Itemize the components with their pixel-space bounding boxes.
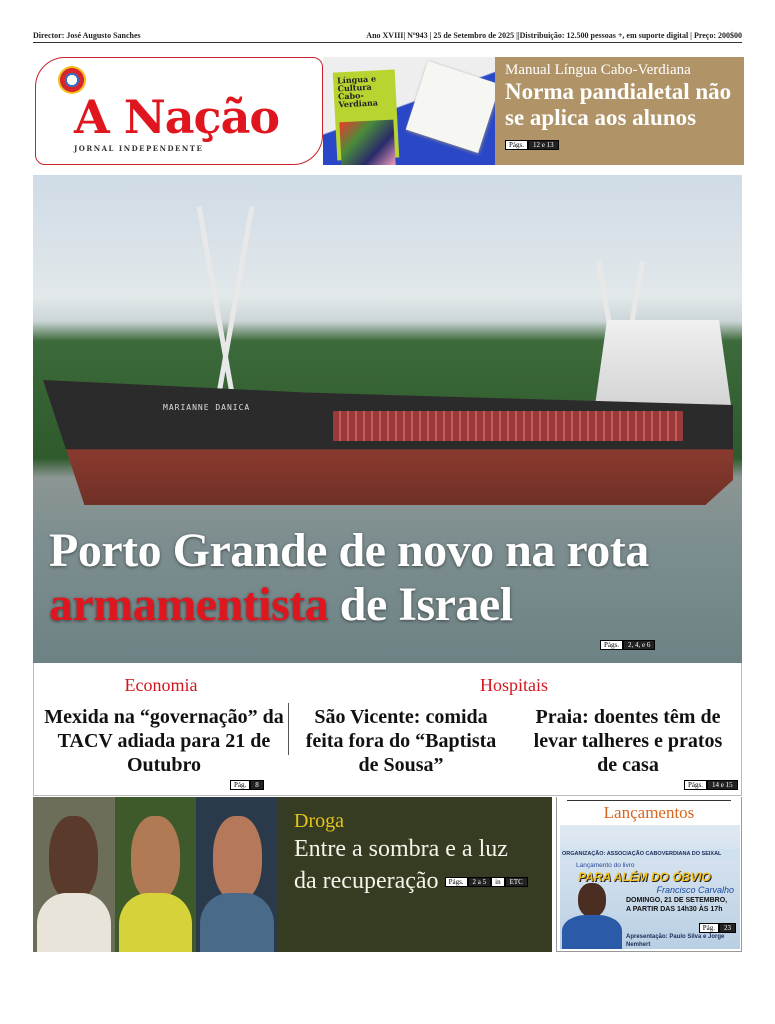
edition-info: Ano XVIII| Nº943 | 25 de Setembro de 2025 ||Distribuição: 12.500 pessoas +, em suporte digital | Preço: 200$00 bbox=[366, 31, 742, 40]
headline-economia[interactable]: Mexida na “governação” da TACV adiada para 21 de Outubro bbox=[44, 706, 284, 776]
section-economia: Economia bbox=[124, 675, 198, 695]
poster-org: ORGANIZAÇÃO: ASSOCIAÇÃO CABOVERDIANA DO SEIXAL bbox=[560, 849, 740, 859]
ship-mast bbox=[197, 206, 235, 394]
lancamentos-box[interactable] bbox=[556, 797, 742, 952]
teaser-kicker: Manual Língua Cabo-Verdiana bbox=[505, 62, 691, 78]
teaser-headline: Norma pandialetal não se aplica aos alunos bbox=[505, 79, 732, 130]
page-ref: Págs. 2, 4, e 6 bbox=[600, 641, 655, 650]
droga-photos bbox=[33, 797, 278, 952]
event-poster bbox=[560, 825, 740, 949]
headline-sao-vicente[interactable]: São Vicente: comida feita fora do “Baptista de Sousa” bbox=[305, 706, 497, 776]
news-row bbox=[33, 663, 742, 796]
ship-deck bbox=[333, 411, 683, 441]
poster-author: Francisco Carvalho bbox=[656, 885, 734, 895]
book-cover-title: Língua e Cultura Cabo-Verdiana bbox=[336, 73, 379, 110]
lancamentos-title: Lançamentos bbox=[567, 800, 731, 823]
newspaper-subtitle: JORNAL INDEPENDENTE bbox=[74, 144, 204, 153]
section-hospitais: Hospitais bbox=[479, 675, 548, 695]
page-ref: Págs. 14 e 15 bbox=[684, 781, 738, 790]
poster-book-title: PARA ALÉM DO ÓBVIO bbox=[578, 870, 711, 884]
page-ref: Págs. 12 e 13 bbox=[505, 141, 559, 150]
open-book bbox=[406, 61, 495, 153]
lead-headline-line2[interactable]: armamentista de Israel bbox=[49, 578, 513, 631]
divider bbox=[288, 703, 289, 755]
droga-story[interactable] bbox=[278, 797, 552, 952]
lead-headline-line1[interactable]: Porto Grande de novo na rota bbox=[49, 524, 649, 577]
ship-name: MARIANNE DANICA bbox=[163, 403, 251, 412]
page-ref: Pág. 23 bbox=[699, 924, 736, 933]
page-ref: Págs. 2 a 5 in ETC bbox=[445, 878, 528, 887]
poster-date: DOMINGO, 21 DE SETEMBRO, bbox=[626, 897, 728, 904]
ship-mast bbox=[217, 206, 255, 394]
person-photo bbox=[115, 797, 197, 952]
page-ref: Pág. 8 bbox=[230, 781, 264, 790]
poster-presenters: Apresentação: Paulo Silva e Jorge Nemhert bbox=[626, 934, 725, 948]
person-photo bbox=[33, 797, 115, 952]
poster-page-ref-row bbox=[560, 920, 740, 931]
lead-photo[interactable] bbox=[33, 175, 742, 663]
top-bar bbox=[33, 31, 742, 43]
droga-headline: Entre a sombra e a luz da recuperação bbox=[294, 836, 508, 894]
masthead-logo[interactable] bbox=[35, 57, 323, 165]
droga-kicker: Droga bbox=[294, 810, 344, 832]
headline-praia[interactable]: Praia: doentes têm de levar talheres e pratos de casa bbox=[533, 706, 723, 776]
person-photo bbox=[196, 797, 278, 952]
newspaper-title: A Nação bbox=[74, 90, 280, 144]
poster-sub: Lançamento do livro bbox=[576, 862, 635, 869]
director: Director: José Augusto Sanches bbox=[33, 31, 141, 40]
book-cover bbox=[333, 69, 400, 160]
teaser-manual[interactable] bbox=[495, 57, 744, 165]
book-image bbox=[323, 57, 495, 165]
poster-time: A PARTIR DAS 14h30 ÀS 17h bbox=[626, 906, 723, 913]
